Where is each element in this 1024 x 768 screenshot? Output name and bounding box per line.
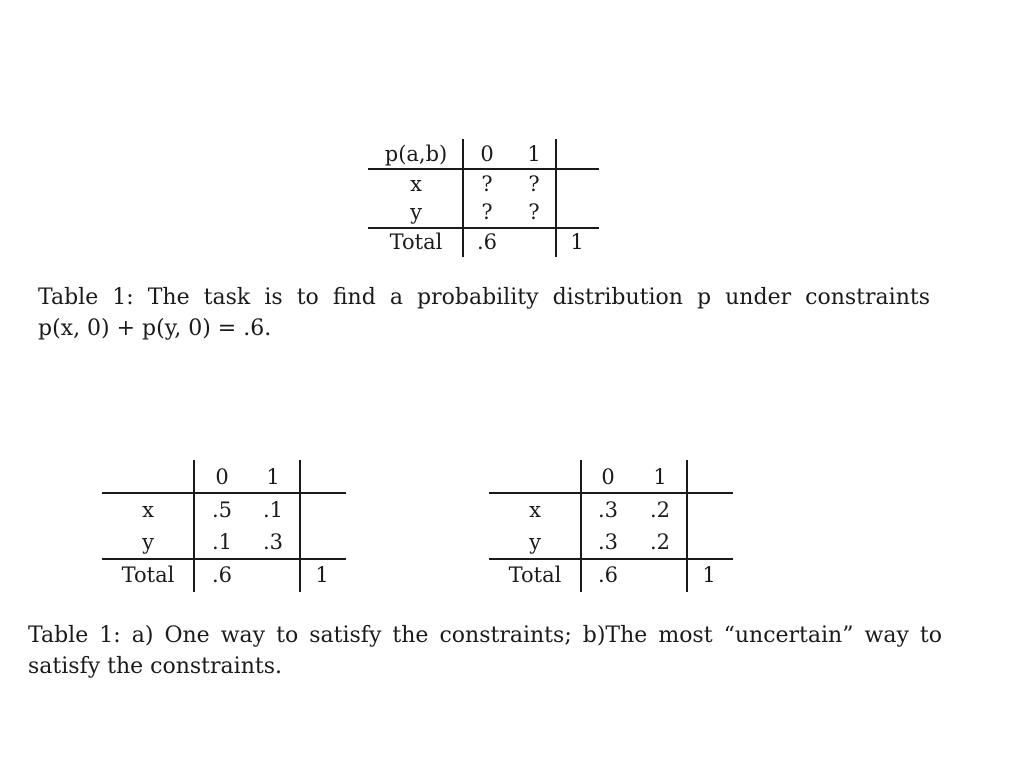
a-row-y-label: y — [142, 530, 154, 554]
b-hrule-top — [489, 492, 733, 494]
caption-2-line-2: satisfy the constraints. — [28, 654, 282, 679]
a-row-x-c1: .1 — [262, 498, 284, 522]
b-row-y-c0: .3 — [597, 530, 619, 554]
b-total-sum: 1 — [702, 563, 716, 587]
a-row-x-label: x — [142, 498, 154, 522]
a-hrule-total — [102, 558, 346, 560]
main-vrule-right — [555, 139, 557, 257]
a-header-col0: 0 — [215, 465, 229, 489]
main-header-col0: 0 — [480, 142, 494, 166]
caption-2-line-1: Table 1: a) One way to satisfy the constraints; b)The most “uncertain” way to — [28, 623, 942, 648]
caption-1-line-1: Table 1: The task is to find a probability distribution p under constraints — [38, 285, 930, 310]
b-header-col0: 0 — [601, 465, 615, 489]
a-total-sum: 1 — [315, 563, 329, 587]
b-row-y-label: y — [529, 530, 541, 554]
table-caption-2 — [28, 620, 942, 682]
a-row-y-c1: .3 — [262, 530, 284, 554]
b-hrule-total — [489, 558, 733, 560]
b-row-x-label: x — [529, 498, 541, 522]
main-total-c0: .6 — [476, 230, 498, 254]
b-row-x-c1: .2 — [649, 498, 671, 522]
main-total-label: Total — [389, 230, 443, 254]
table-caption-1 — [38, 282, 930, 344]
main-hrule-top — [368, 168, 599, 170]
b-header-col1: 1 — [653, 465, 667, 489]
main-row-y-c1: ? — [528, 200, 540, 224]
main-header-col1: 1 — [527, 142, 541, 166]
a-row-y-c0: .1 — [211, 530, 233, 554]
b-vrule-left — [580, 460, 582, 592]
a-vrule-right — [299, 460, 301, 592]
caption-1-line-2: p(x, 0) + p(y, 0) = .6. — [38, 316, 272, 341]
main-row-y-c0: ? — [481, 200, 493, 224]
main-header-label: p(a,b) — [384, 142, 448, 166]
main-row-x-label: x — [410, 172, 422, 196]
a-vrule-left — [193, 460, 195, 592]
a-total-label: Total — [121, 563, 175, 587]
b-total-label: Total — [508, 563, 562, 587]
b-row-x-c0: .3 — [597, 498, 619, 522]
b-row-y-c1: .2 — [649, 530, 671, 554]
main-row-x-c1: ? — [528, 172, 540, 196]
main-hrule-total — [368, 227, 599, 229]
b-vrule-right — [686, 460, 688, 592]
a-hrule-top — [102, 492, 346, 494]
a-header-col1: 1 — [266, 465, 280, 489]
main-row-y-label: y — [410, 200, 422, 224]
main-row-x-c0: ? — [481, 172, 493, 196]
a-total-c0: .6 — [211, 563, 233, 587]
a-row-x-c0: .5 — [211, 498, 233, 522]
b-total-c0: .6 — [597, 563, 619, 587]
main-vrule-left — [462, 139, 464, 257]
main-total-sum: 1 — [570, 230, 584, 254]
